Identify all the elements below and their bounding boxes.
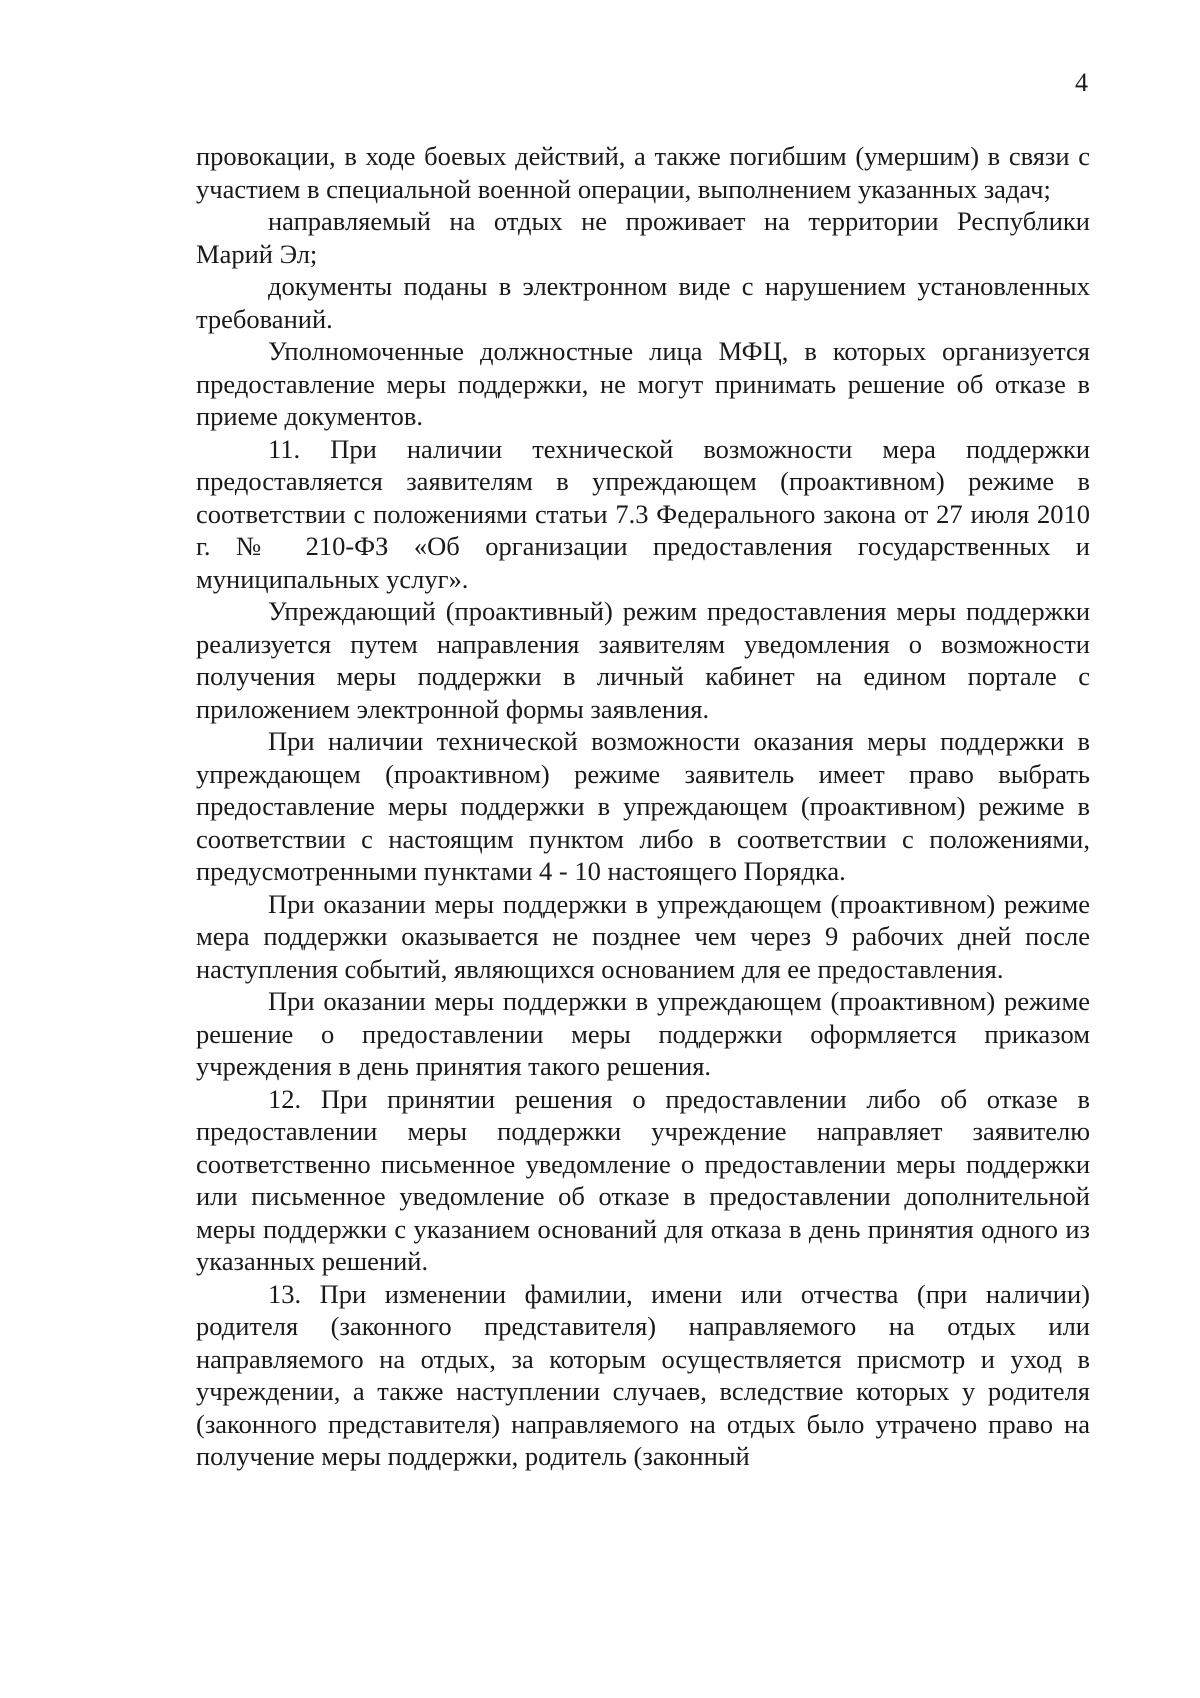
- paragraph-order-decision: При оказании меры поддержки в упреждающем (проактивном) режиме решение о предоставлении меры поддержки оформляется приказом учреждения в день принятия такого решения.: [196, 986, 1090, 1081]
- paragraph-mfc-officials: Уполномоченные должностные лица МФЦ, в которых организуется предоставление меры поддержки, не могут принимать решение об отказе в приеме документов.: [196, 336, 1090, 431]
- paragraph-continuation: провокации, в ходе боевых действий, а также погибшим (умершим) в связи с участием в специальной военной операции, выполнением указанных задач;: [196, 141, 1090, 204]
- page-number: 4: [1075, 68, 1088, 97]
- paragraph-item-11: 11. При наличии технической возможности мера поддержки предоставляется заявителям в упреждающем (проактивном) режиме в соответствии с положениями статьи 7.3 Федерального закона от 27 июля 2010 г. № 210-ФЗ «Об организации предоставления государственных и муниципальных услуг».: [196, 433, 1090, 594]
- paragraph-applicant-choice: При наличии технической возможности оказания меры поддержки в упреждающем (проактивном) режиме заявитель имеет право выбрать предоставление меры поддержки в упреждающем (проактивном) режиме в соответствии с настоящим пунктом либо в соответствии с положениями, предусмотренными пунктами 4 - 10 настоящего Порядка.: [196, 726, 1090, 886]
- paragraph-documents-violation: документы поданы в электронном виде с нарушением установленных требований.: [196, 271, 1090, 334]
- paragraph-nine-days: При оказании меры поддержки в упреждающем (проактивном) режиме мера поддержки оказывается не позднее чем через 9 рабочих дней после наступления событий, являющихся основанием для ее предоставления.: [196, 888, 1090, 984]
- paragraph-not-resident: направляемый на отдых не проживает на территории Республики Марий Эл;: [196, 206, 1090, 269]
- document-body: [196, 140, 1090, 1473]
- paragraph-item-12: 12. При принятии решения о предоставлении либо об отказе в предоставлении меры поддержки учреждение направляет заявителю соответственно письменное уведомление о предоставлении меры поддержки или письменное уведомление об отказе в предоставлении дополнительной меры поддержки с указанием оснований для отказа в день принятия одного из указанных решений.: [196, 1083, 1090, 1276]
- paragraph-item-13: 13. При изменении фамилии, имени или отчества (при наличии) родителя (законного представителя) направляемого на отдых или направляемого на отдых, за которым осуществляется присмотр и уход в учреждении, а также наступлении случаев, вследствие которых у родителя (законного представителя) направляемого на отдых было утрачено право на получение меры поддержки, родитель (законный: [196, 1278, 1090, 1471]
- paragraph-proactive-mode: Упреждающий (проактивный) режим предоставления меры поддержки реализуется путем направления заявителям уведомления о возможности получения меры поддержки в личный кабинет на едином портале с приложением электронной формы заявления.: [196, 596, 1090, 724]
